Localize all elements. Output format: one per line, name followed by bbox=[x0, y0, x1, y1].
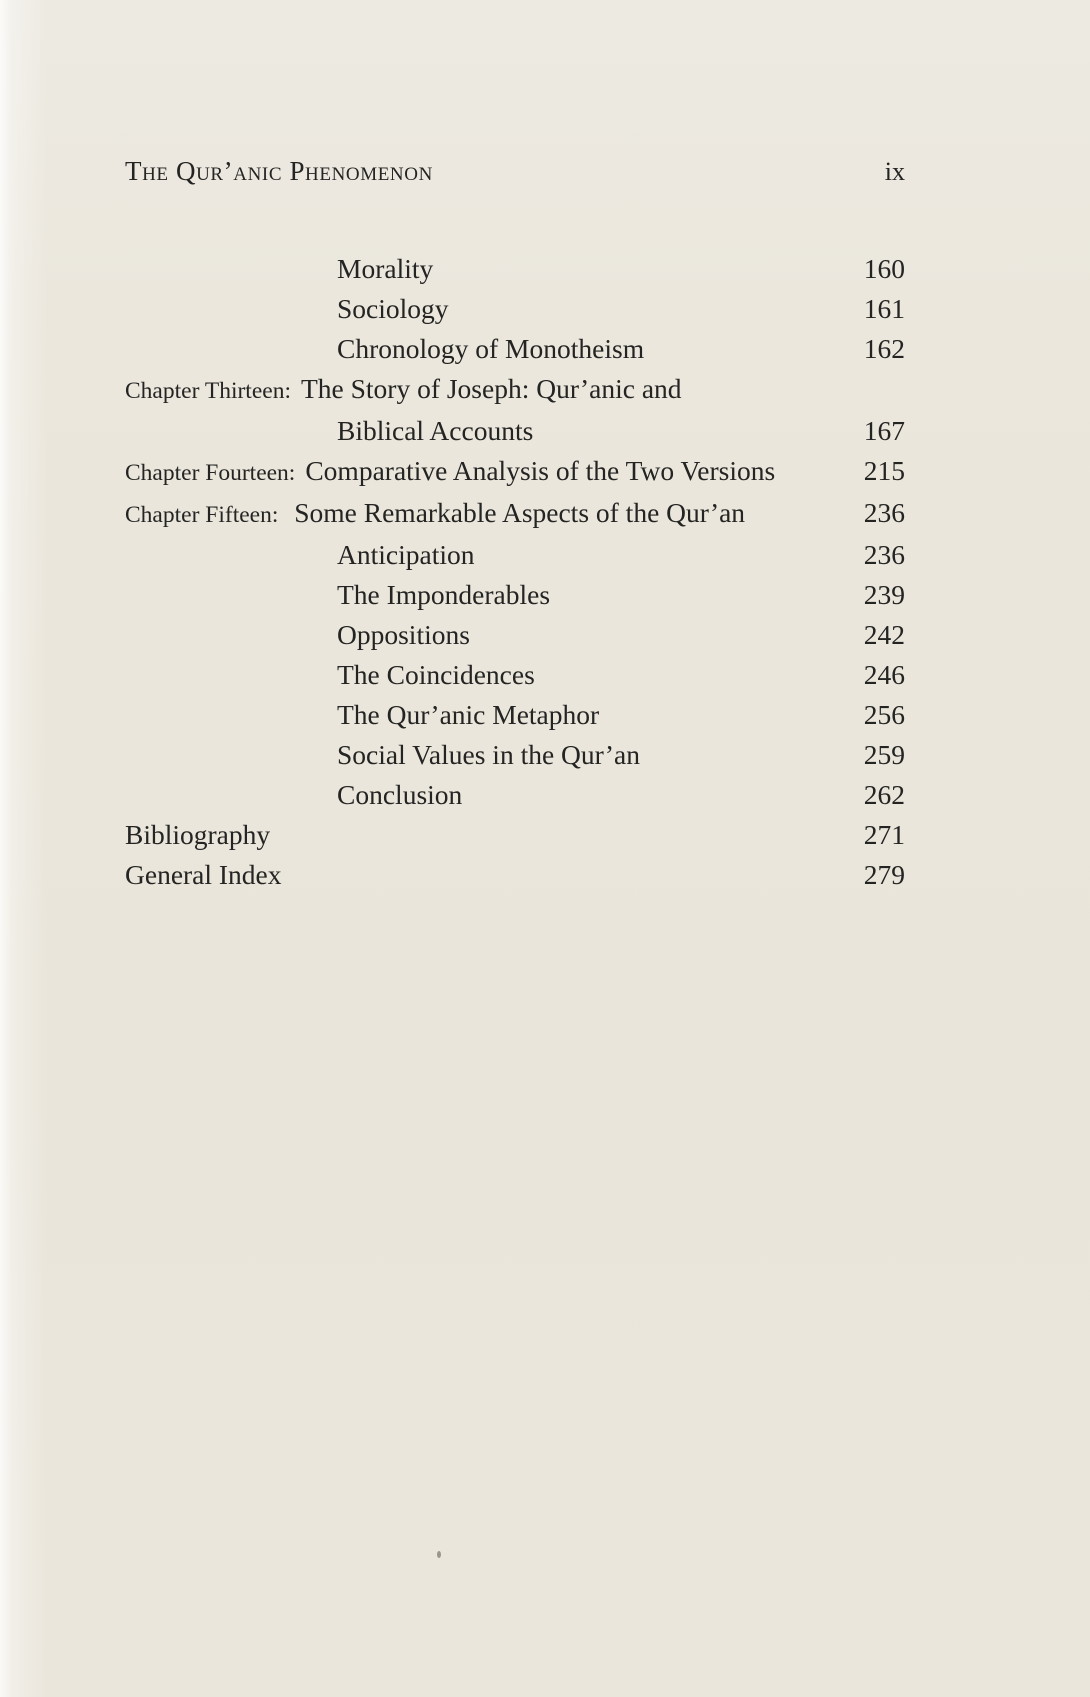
toc-entry-title: Oppositions bbox=[337, 619, 470, 650]
toc-entry-page-number: 279 bbox=[863, 859, 905, 890]
toc-entry-page-number: 259 bbox=[863, 739, 905, 770]
toc-row bbox=[125, 369, 905, 411]
toc-row bbox=[125, 855, 905, 895]
chapter-label: Chapter Fifteen: bbox=[125, 502, 285, 528]
chapter-label: Chapter Fourteen: bbox=[125, 460, 296, 486]
toc-entry-title: General Index bbox=[125, 859, 282, 890]
toc-entry-page-number: 160 bbox=[863, 253, 905, 284]
book-title: The Qur’anic Phenomenon bbox=[125, 156, 433, 186]
toc-row bbox=[125, 615, 905, 655]
toc-row bbox=[125, 655, 905, 695]
page-content bbox=[125, 0, 905, 895]
chapter-label: Chapter Thirteen: bbox=[125, 378, 291, 404]
toc-row bbox=[125, 815, 905, 855]
toc-entry-page-number: 242 bbox=[863, 619, 905, 650]
running-header bbox=[125, 156, 905, 187]
toc-entry-title: Bibliography bbox=[125, 819, 271, 850]
toc-row bbox=[125, 411, 905, 451]
toc-row bbox=[125, 695, 905, 735]
toc-entry-title: Conclusion bbox=[337, 779, 463, 810]
toc-entry-page-number: 271 bbox=[863, 819, 905, 850]
toc-entry-page-number: 215 bbox=[863, 455, 905, 486]
toc-entry-page-number: 246 bbox=[863, 659, 905, 690]
toc-entry-page-number: 236 bbox=[863, 497, 905, 528]
toc-entry-title: The Qur’anic Metaphor bbox=[337, 699, 600, 730]
toc-row bbox=[125, 451, 905, 493]
toc-entry-page-number: 256 bbox=[863, 699, 905, 730]
toc-row bbox=[125, 735, 905, 775]
scan-artifact-dot bbox=[437, 1551, 441, 1558]
toc-entry-title: Sociology bbox=[337, 293, 449, 324]
toc-entry-page-number: 236 bbox=[863, 539, 905, 570]
toc-row bbox=[125, 575, 905, 615]
toc-entry-page-number: 262 bbox=[863, 779, 905, 810]
toc-entry-title: The Imponderables bbox=[337, 579, 551, 610]
toc-entry-title: Some Remarkable Aspects of the Qur’an bbox=[294, 497, 746, 528]
toc-entry-title: The Coincidences bbox=[337, 659, 535, 690]
toc-entry-page-number: 162 bbox=[863, 333, 905, 364]
toc-row bbox=[125, 775, 905, 815]
toc-entry-title: Chronology of Monotheism bbox=[337, 333, 645, 364]
toc-list bbox=[125, 249, 905, 895]
toc-row bbox=[125, 329, 905, 369]
toc-entry-page-number: 161 bbox=[863, 293, 905, 324]
toc-entry-page-number: 167 bbox=[863, 415, 905, 446]
toc-row bbox=[125, 535, 905, 575]
toc-entry-title: Biblical Accounts bbox=[337, 415, 534, 446]
toc-entry-title: Morality bbox=[337, 253, 434, 284]
toc-entry-title: Anticipation bbox=[337, 539, 475, 570]
toc-entry-title: The Story of Joseph: Qur’anic and bbox=[300, 373, 682, 404]
toc-entry-title: Social Values in the Qur’an bbox=[337, 739, 640, 770]
toc-entry-page-number: 239 bbox=[863, 579, 905, 610]
toc-row bbox=[125, 289, 905, 329]
page-number: ix bbox=[884, 157, 905, 186]
toc-row bbox=[125, 493, 905, 535]
toc-entry-title: Comparative Analysis of the Two Versions bbox=[305, 455, 776, 486]
toc-row bbox=[125, 249, 905, 289]
